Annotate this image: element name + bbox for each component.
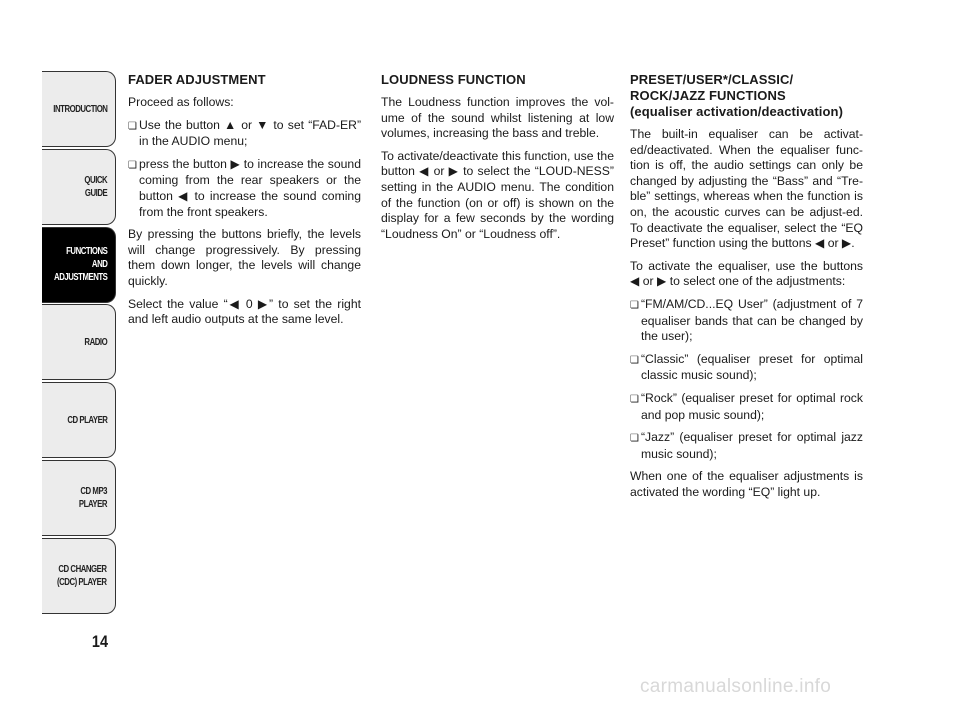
paragraph: By pressing the buttons briefly, the levels will change progressively. By pressing them down longer, the levels will change quickly. — [128, 227, 361, 288]
heading-line: PRESET/USER*/CLASSIC/ — [630, 72, 794, 87]
loudness-section — [381, 72, 614, 249]
preset-section — [630, 72, 863, 507]
paragraph: When one of the equaliser adjustments is activated the wording “EQ” light up. — [630, 469, 863, 499]
tab-label: INTRODUCTION — [52, 103, 107, 115]
tab-quick-guide[interactable] — [42, 149, 116, 225]
tab-functions-and-adjustments[interactable] — [42, 227, 116, 303]
page-number: 14 — [91, 632, 108, 651]
tab-cd-mp3-player[interactable] — [42, 460, 116, 536]
watermark: carmanualsonline.info — [640, 676, 832, 697]
tab-cd-player[interactable] — [42, 382, 116, 458]
section-heading — [630, 72, 863, 120]
bullet-item: ❏ Use the button ▲ or ▼ to set “FAD-ER” in the AUDIO menu; — [128, 118, 361, 150]
paragraph: Select the value “◀ 0 ▶” to set the right and left audio outputs at the same level. — [128, 296, 361, 327]
tab-label: CD CHANGER (CDC) PLAYER — [57, 563, 107, 588]
bullet-item: ❏ “Jazz” (equaliser preset for optimal jazz music sound); — [630, 430, 863, 462]
paragraph: To activate the equaliser, use the buttons ◀ or ▶ to select one of the adjustments: — [630, 258, 863, 289]
paragraph: The Loudness function improves the vol-ume of the sound whilst listening at low volumes, increasing the bass and treble. — [381, 95, 614, 141]
tab-label: QUICK GUIDE — [84, 174, 107, 199]
paragraph: To activate/deactivate this function, use the button ◀ or ▶ to select the “LOUD-NESS” setting in the AUDIO menu. The condition of the function (on or off) is shown on the display for a few seconds by the wording “Loudness On” or “Loudness off”. — [381, 148, 614, 241]
heading-subtitle: (equaliser activation/deactivation) — [630, 104, 844, 119]
tab-radio[interactable] — [42, 304, 116, 380]
section-heading: FADER ADJUSTMENT — [128, 72, 266, 87]
fader-section — [128, 72, 361, 335]
section-heading: LOUDNESS FUNCTION — [381, 72, 526, 87]
bullet-item: ❏ “Classic” (equaliser preset for optimal classic music sound); — [630, 352, 863, 384]
tab-label: CD PLAYER — [66, 414, 107, 426]
bullet-item: ❏ “Rock” (equaliser preset for optimal rock and pop music sound); — [630, 391, 863, 423]
tab-label: RADIO — [84, 336, 107, 348]
bullet-item: ❏ press the button ▶ to increase the sound coming from the rear speakers or the button ◀ to increase the sound coming from the front speakers. — [128, 157, 361, 220]
section-tabs — [42, 71, 116, 616]
tab-label: CD MP3 PLAYER — [78, 485, 107, 510]
tab-cd-changer-player[interactable] — [42, 538, 116, 614]
heading-line: ROCK/JAZZ FUNCTIONS — [630, 88, 786, 103]
bullet-item: ❏ “FM/AM/CD...EQ User” (adjustment of 7 equaliser bands that can be changed by the user); — [630, 297, 863, 345]
tab-label: FUNCTIONS AND ADJUSTMENTS — [53, 246, 107, 284]
tab-introduction[interactable] — [42, 71, 116, 147]
paragraph: The built-in equaliser can be activat-ed/deactivated. When the equaliser func-tion is off, the audio settings can only be changed by adjusting the “Bass” and “Tre-ble” settings, whereas when the function is on, the acoustic curves can be adjust-ed. To deactivate the equaliser, select the “EQ Preset” function using the buttons ◀ or ▶. — [630, 127, 863, 251]
paragraph: Proceed as follows: — [128, 95, 234, 109]
